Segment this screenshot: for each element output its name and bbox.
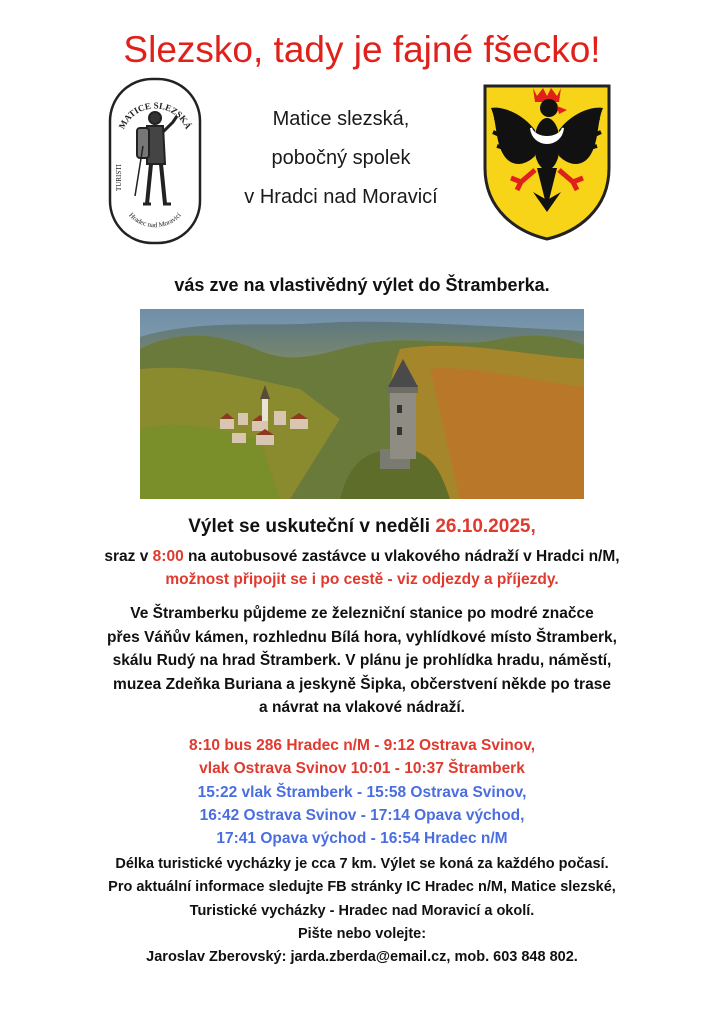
contact-line: Jaroslav Zberovský: jarda.zberda@email.cz, mob. 603 848 802.: [146, 949, 578, 966]
description-line: Ve Štramberku půjdeme ze železniční stanice po modré značce: [130, 605, 594, 622]
footer-line: Délka turistické vycházky je cca 7 km. Výlet se koná za každého počasí.: [115, 856, 609, 872]
return-line: 16:42 Ostrava Svinov - 17:14 Opava východ,: [199, 806, 525, 824]
meeting-time: 8:00: [152, 548, 184, 565]
meeting-prefix: sraz v: [104, 548, 153, 565]
description-line: muzea Zdeňka Buriana a jeskyně Šipka, občerstvení někde po trase: [113, 675, 611, 693]
invitation-text: vás zve na vlastivědný výlet do Štramberka.: [174, 275, 550, 295]
hiker-stamp-logo: [107, 76, 203, 246]
return-line: 17:41 Opava východ - 16:54 Hradec n/M: [216, 830, 508, 848]
silesian-coat-of-arms-icon: [481, 82, 613, 242]
svg-text:TURISTI: TURISTI: [115, 164, 123, 191]
footer-line: Pro aktuální informace sledujte FB stránky IC Hradec n/M, Matice slezské,: [108, 879, 616, 896]
svg-text:MATICE SLEZSKÁ: MATICE SLEZSKÁ: [116, 100, 194, 131]
stramberk-landscape-photo: [140, 309, 584, 499]
headline: Slezsko, tady je fajné fšecko!: [123, 29, 601, 70]
svg-text:Hradec nad Moravicí: Hradec nad Moravicí: [127, 211, 183, 230]
event-date-line: [0, 514, 724, 540]
footer-info: [0, 853, 724, 969]
description-line: přes Váňův kámen, rozhlednu Bílá hora, vyhlídkové místo Štramberk,: [107, 628, 617, 646]
event-date: 26.10.2025,: [435, 516, 536, 537]
organization-line: v Hradci nad Moravicí: [244, 186, 438, 208]
outbound-line: 8:10 bus 286 Hradec n/M - 9:12 Ostrava Svinov,: [188, 737, 536, 754]
footer-line: Turistické vycházky - Hradec nad Moravicí a okolí.: [189, 902, 535, 919]
trip-description: [0, 602, 724, 720]
meeting-suffix: na autobusové zastávce u vlakového nádraží v Hradci n/M,: [183, 548, 620, 565]
meeting-point-line: [0, 545, 724, 568]
description-line: a návrat na vlakové nádraží.: [259, 699, 465, 716]
join-note: možnost připojit se i po cestě - viz odjezdy a příjezdy.: [165, 571, 559, 588]
event-date-prefix: Výlet se uskuteční v neděli: [188, 516, 436, 537]
organization-line: pobočný spolek: [271, 147, 411, 169]
footer-line: Pište nebo volejte:: [297, 925, 427, 942]
return-line: 15:22 vlak Štramberk - 15:58 Ostrava Svinov,: [197, 783, 527, 801]
schedule: [0, 734, 724, 850]
organization-name: [210, 100, 472, 217]
outbound-line: vlak Ostrava Svinov 10:01 - 10:37 Štramberk: [199, 760, 525, 778]
organization-line: Matice slezská,: [272, 108, 410, 130]
description-line: skálu Rudý na hrad Štramberk. V plánu je prohlídka hradu, náměstí,: [112, 652, 612, 669]
